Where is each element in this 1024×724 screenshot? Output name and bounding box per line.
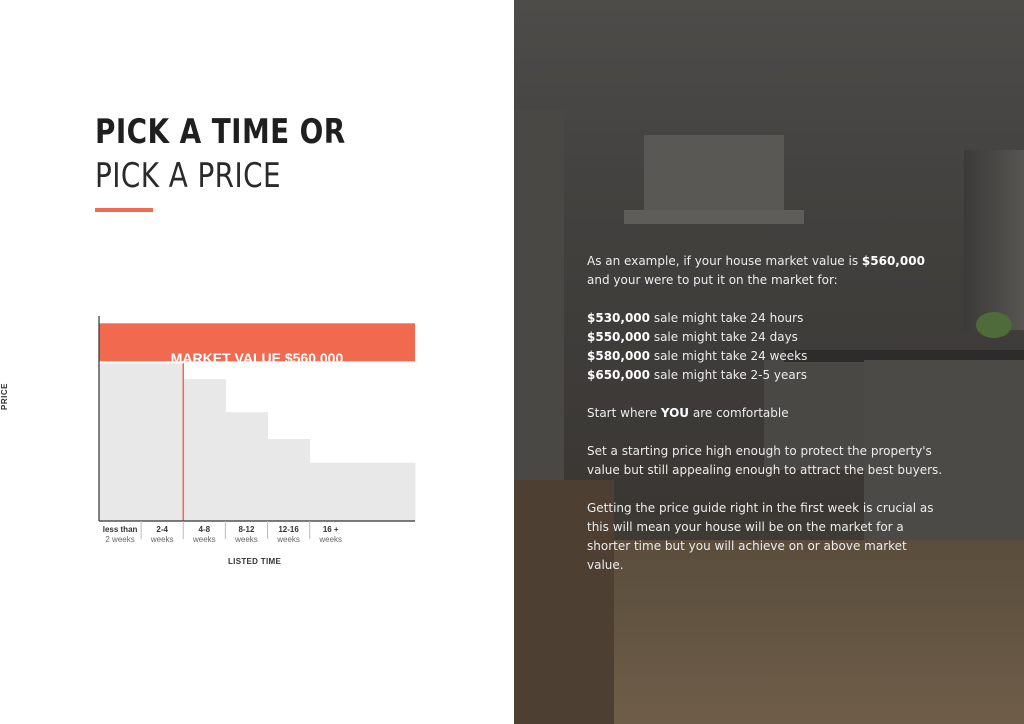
list-item: $580,000 sale might take 24 weeks — [587, 349, 808, 363]
x-tick-label-bottom: weeks — [277, 535, 300, 544]
list-item: $530,000 sale might take 24 hours — [587, 311, 804, 325]
photo-range-hood — [644, 135, 784, 215]
x-tick-label-top: less than — [102, 525, 138, 534]
page-title-line-2: PICK A PRICE — [95, 156, 281, 196]
x-axis-label: LISTED TIME — [228, 557, 282, 566]
x-tick-label — [225, 525, 267, 545]
x-tick-label-top: 8-12 — [238, 525, 255, 534]
x-tick-label — [141, 525, 183, 545]
x-tick-label-bottom: weeks — [319, 535, 343, 544]
x-tick-label — [99, 525, 141, 545]
price-guide-paragraph: Getting the price guide right in the first week is crucial as this will mean your house will be on the market for a shorter time but you will achieve on or above market value. — [587, 501, 934, 572]
photo-left-wall — [514, 110, 564, 490]
x-tick-label — [183, 525, 225, 545]
bar-6 — [352, 463, 416, 521]
x-tick-label-top: 2-4 — [156, 525, 168, 534]
market-value-banner-label: MARKET VALUE $560,000 — [170, 350, 344, 366]
photo-plant — [976, 312, 1012, 338]
start-line: Start where YOU are comfortable — [587, 406, 789, 420]
y-axis-label: PRICE — [0, 383, 9, 410]
x-tick-label — [268, 525, 310, 545]
photo-hood-shelf — [624, 210, 804, 224]
x-tick-label-top: 4-8 — [198, 525, 211, 534]
starting-price-paragraph: Set a starting price high enough to protect the property's value but still appealing enough to attract the best buyers. — [587, 444, 943, 477]
bar-4 — [268, 439, 311, 521]
x-tick-label-bottom: weeks — [235, 535, 258, 544]
list-item: $550,000 sale might take 24 days — [587, 330, 798, 344]
page-title-line-1: PICK A TIME OR — [95, 112, 346, 152]
body-text — [587, 252, 947, 575]
x-tick-label-bottom: weeks — [150, 535, 174, 544]
bar-5 — [310, 463, 353, 521]
x-tick-label-top: 16 + — [322, 525, 339, 534]
x-tick-label-bottom: 2 weeks — [105, 535, 135, 544]
market-value: $560,000 — [861, 254, 925, 268]
x-tick-label-top: 12-16 — [278, 525, 299, 534]
bar-1 — [141, 363, 184, 521]
x-tick-label-bottom: weeks — [192, 535, 216, 544]
photo-window — [964, 150, 1024, 330]
intro-paragraph: As an example, if your house market value is $560,000 and your were to put it on the market for: — [587, 254, 925, 287]
bar-2 — [183, 379, 226, 521]
bar-3 — [225, 412, 268, 521]
bar-0 — [99, 363, 142, 521]
x-tick-label — [310, 525, 352, 545]
list-item: $650,000 sale might take 2-5 years — [587, 368, 807, 382]
